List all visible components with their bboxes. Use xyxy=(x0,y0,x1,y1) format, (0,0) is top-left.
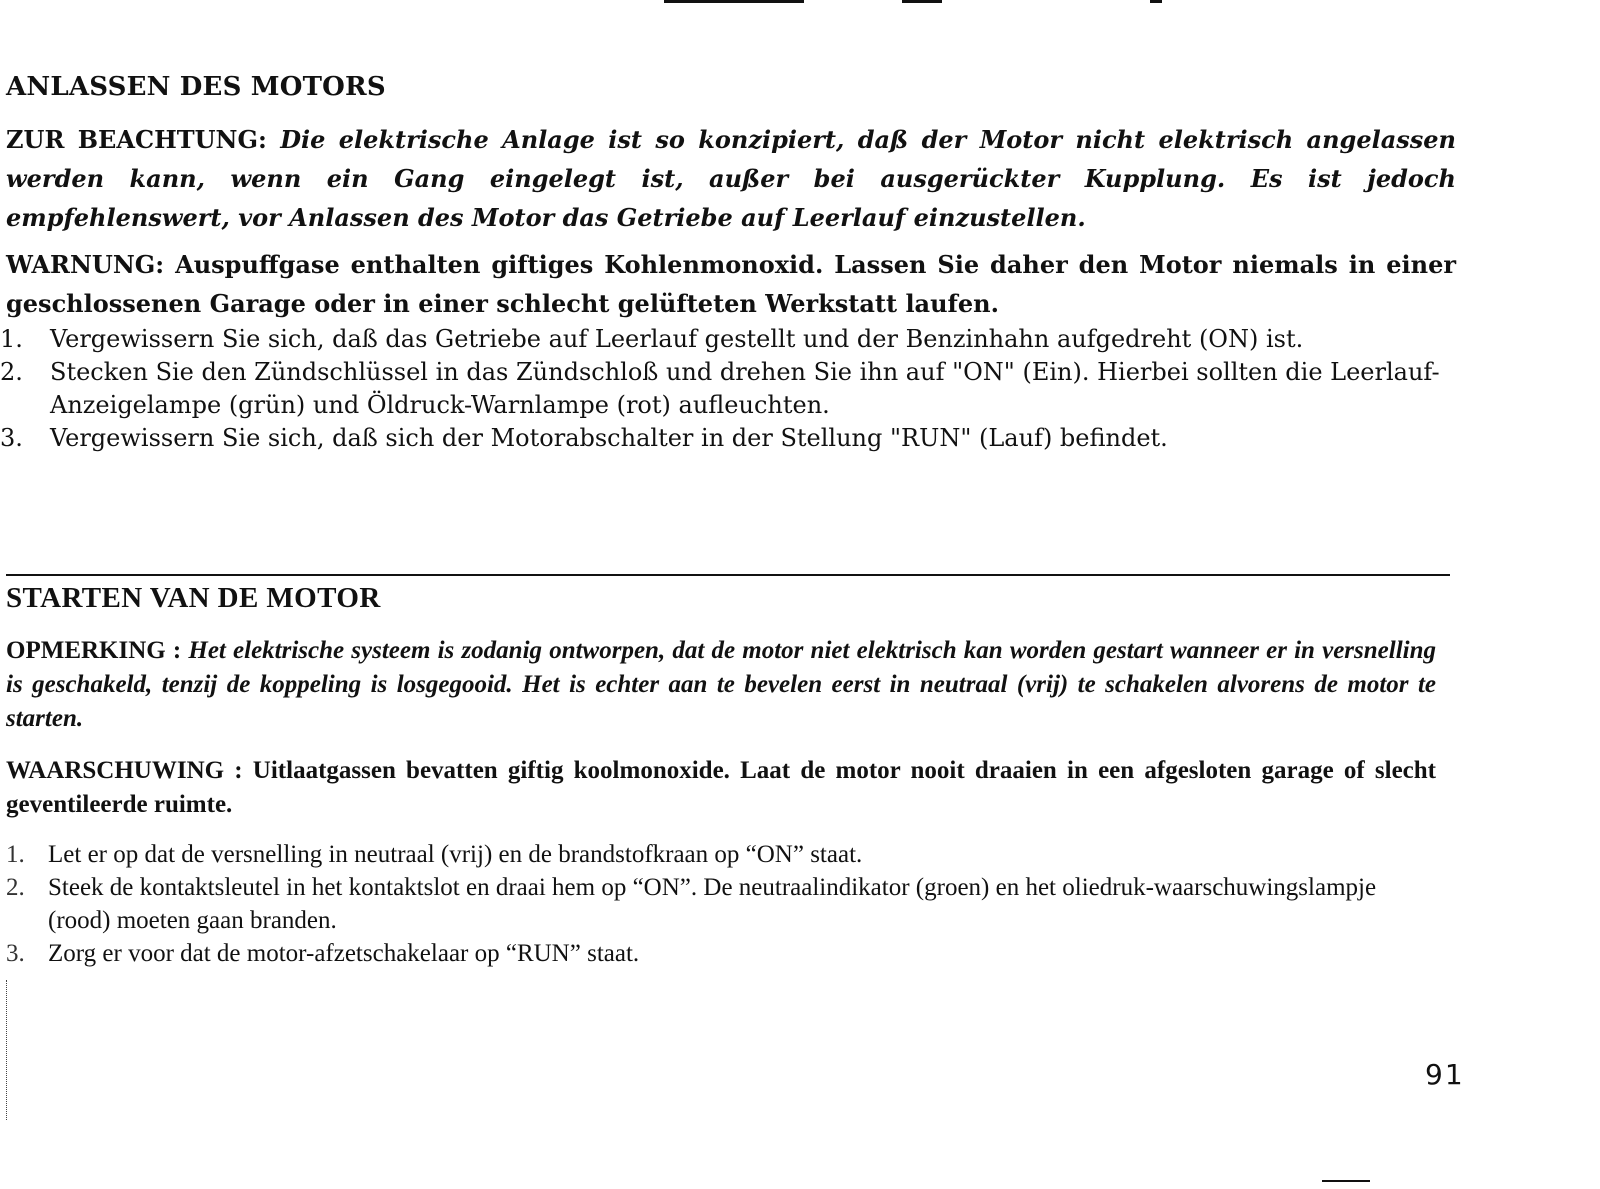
top-rule-left xyxy=(664,0,804,3)
dutch-note-label: OPMERKING : xyxy=(6,637,182,664)
section-divider xyxy=(6,574,1450,576)
dutch-step-number: 2. xyxy=(6,874,25,901)
dutch-step-text: Steek de kontaktsleutel in het kontaktslot en draai hem op “ON”. De neutraalindikator (groen) en het oliedruk-waarschuwingslampje (rood) moeten gaan branden. xyxy=(48,874,1377,934)
german-section xyxy=(0,72,1457,455)
german-step-number: 3. xyxy=(0,424,23,452)
dutch-steps xyxy=(6,838,1436,970)
dutch-note-text: Het elektrische systeem is zodanig ontworpen, dat de motor niet elektrisch kan worden gestart wanneer er in versnelling is geschakeld, tenzij de koppeling is losgegooid. Het is echter aan te bevelen eerst in neutraal (vrij) te schakelen alvorens de motor te starten. xyxy=(6,637,1437,732)
german-step-text: Vergewissern Sie sich, daß das Getriebe auf Leerlauf gestellt und der Benzinhahn aufgedreht (ON) ist. xyxy=(50,325,1304,353)
german-step xyxy=(0,422,1456,455)
dutch-step xyxy=(6,838,1436,871)
margin-scan-marks xyxy=(6,980,9,1120)
german-step-text: Vergewissern Sie sich, daß sich der Motorabschalter in der Stellung "RUN" (Lauf) befindet. xyxy=(50,424,1168,452)
german-step xyxy=(0,323,1456,356)
top-rule-right xyxy=(1150,0,1162,3)
dutch-note xyxy=(6,634,1436,736)
dutch-heading: STARTEN VAN DE MOTOR xyxy=(6,582,381,614)
top-rule-middle xyxy=(902,0,942,3)
bottom-rule xyxy=(1322,1180,1370,1182)
dutch-step-text: Let er op dat de versnelling in neutraal (vrij) en de brandstofkraan op “ON” staat. xyxy=(48,841,863,868)
german-steps xyxy=(0,323,1456,455)
dutch-section xyxy=(6,578,1436,970)
german-warning: WARNUNG: Auspuffgase enthalten giftiges Kohlenmonoxid. Lassen Sie daher den Motor niemals in einer geschlossenen Garage oder in einer schlecht gelüfteten Werkstatt laufen. xyxy=(6,250,1456,318)
german-step-number: 1. xyxy=(0,325,23,353)
dutch-step-number: 1. xyxy=(6,841,25,868)
dutch-warning: WAARSCHUWING : Uitlaatgassen bevatten giftig koolmonoxide. Laat de motor nooit draaien in een afgesloten garage of slecht geventileerde ruimte. xyxy=(6,757,1436,818)
dutch-step xyxy=(6,937,1436,970)
dutch-step-text: Zorg er voor dat de motor-afzetschakelaar op “RUN” staat. xyxy=(48,940,640,967)
german-step xyxy=(0,356,1456,422)
german-note-label: ZUR BEACHTUNG: xyxy=(6,125,267,154)
german-heading: ANLASSEN DES MOTORS xyxy=(6,72,386,102)
dutch-step xyxy=(6,871,1436,937)
german-note-text: Die elektrische Anlage ist so konzipiert, daß der Motor nicht elektrisch angelassen werden kann, wenn ein Gang eingelegt ist, außer bei ausgerückter Kupplung. Es ist jedoch empfehlenswert, vor Anlassen des Motor das Getriebe auf Leerlauf einzustellen. xyxy=(6,125,1457,232)
page-number: 91 xyxy=(1425,1058,1465,1091)
dutch-step-number: 3. xyxy=(6,940,25,967)
german-step-text: Stecken Sie den Zündschlüssel in das Zündschloß und drehen Sie ihn auf "ON" (Ein). Hierbei sollten die Leerlauf-Anzeigelampe (grün) und Öldruck-Warnlampe (rot) aufleuchten. xyxy=(50,358,1440,419)
german-step-number: 2. xyxy=(0,358,23,386)
german-note xyxy=(6,120,1456,237)
